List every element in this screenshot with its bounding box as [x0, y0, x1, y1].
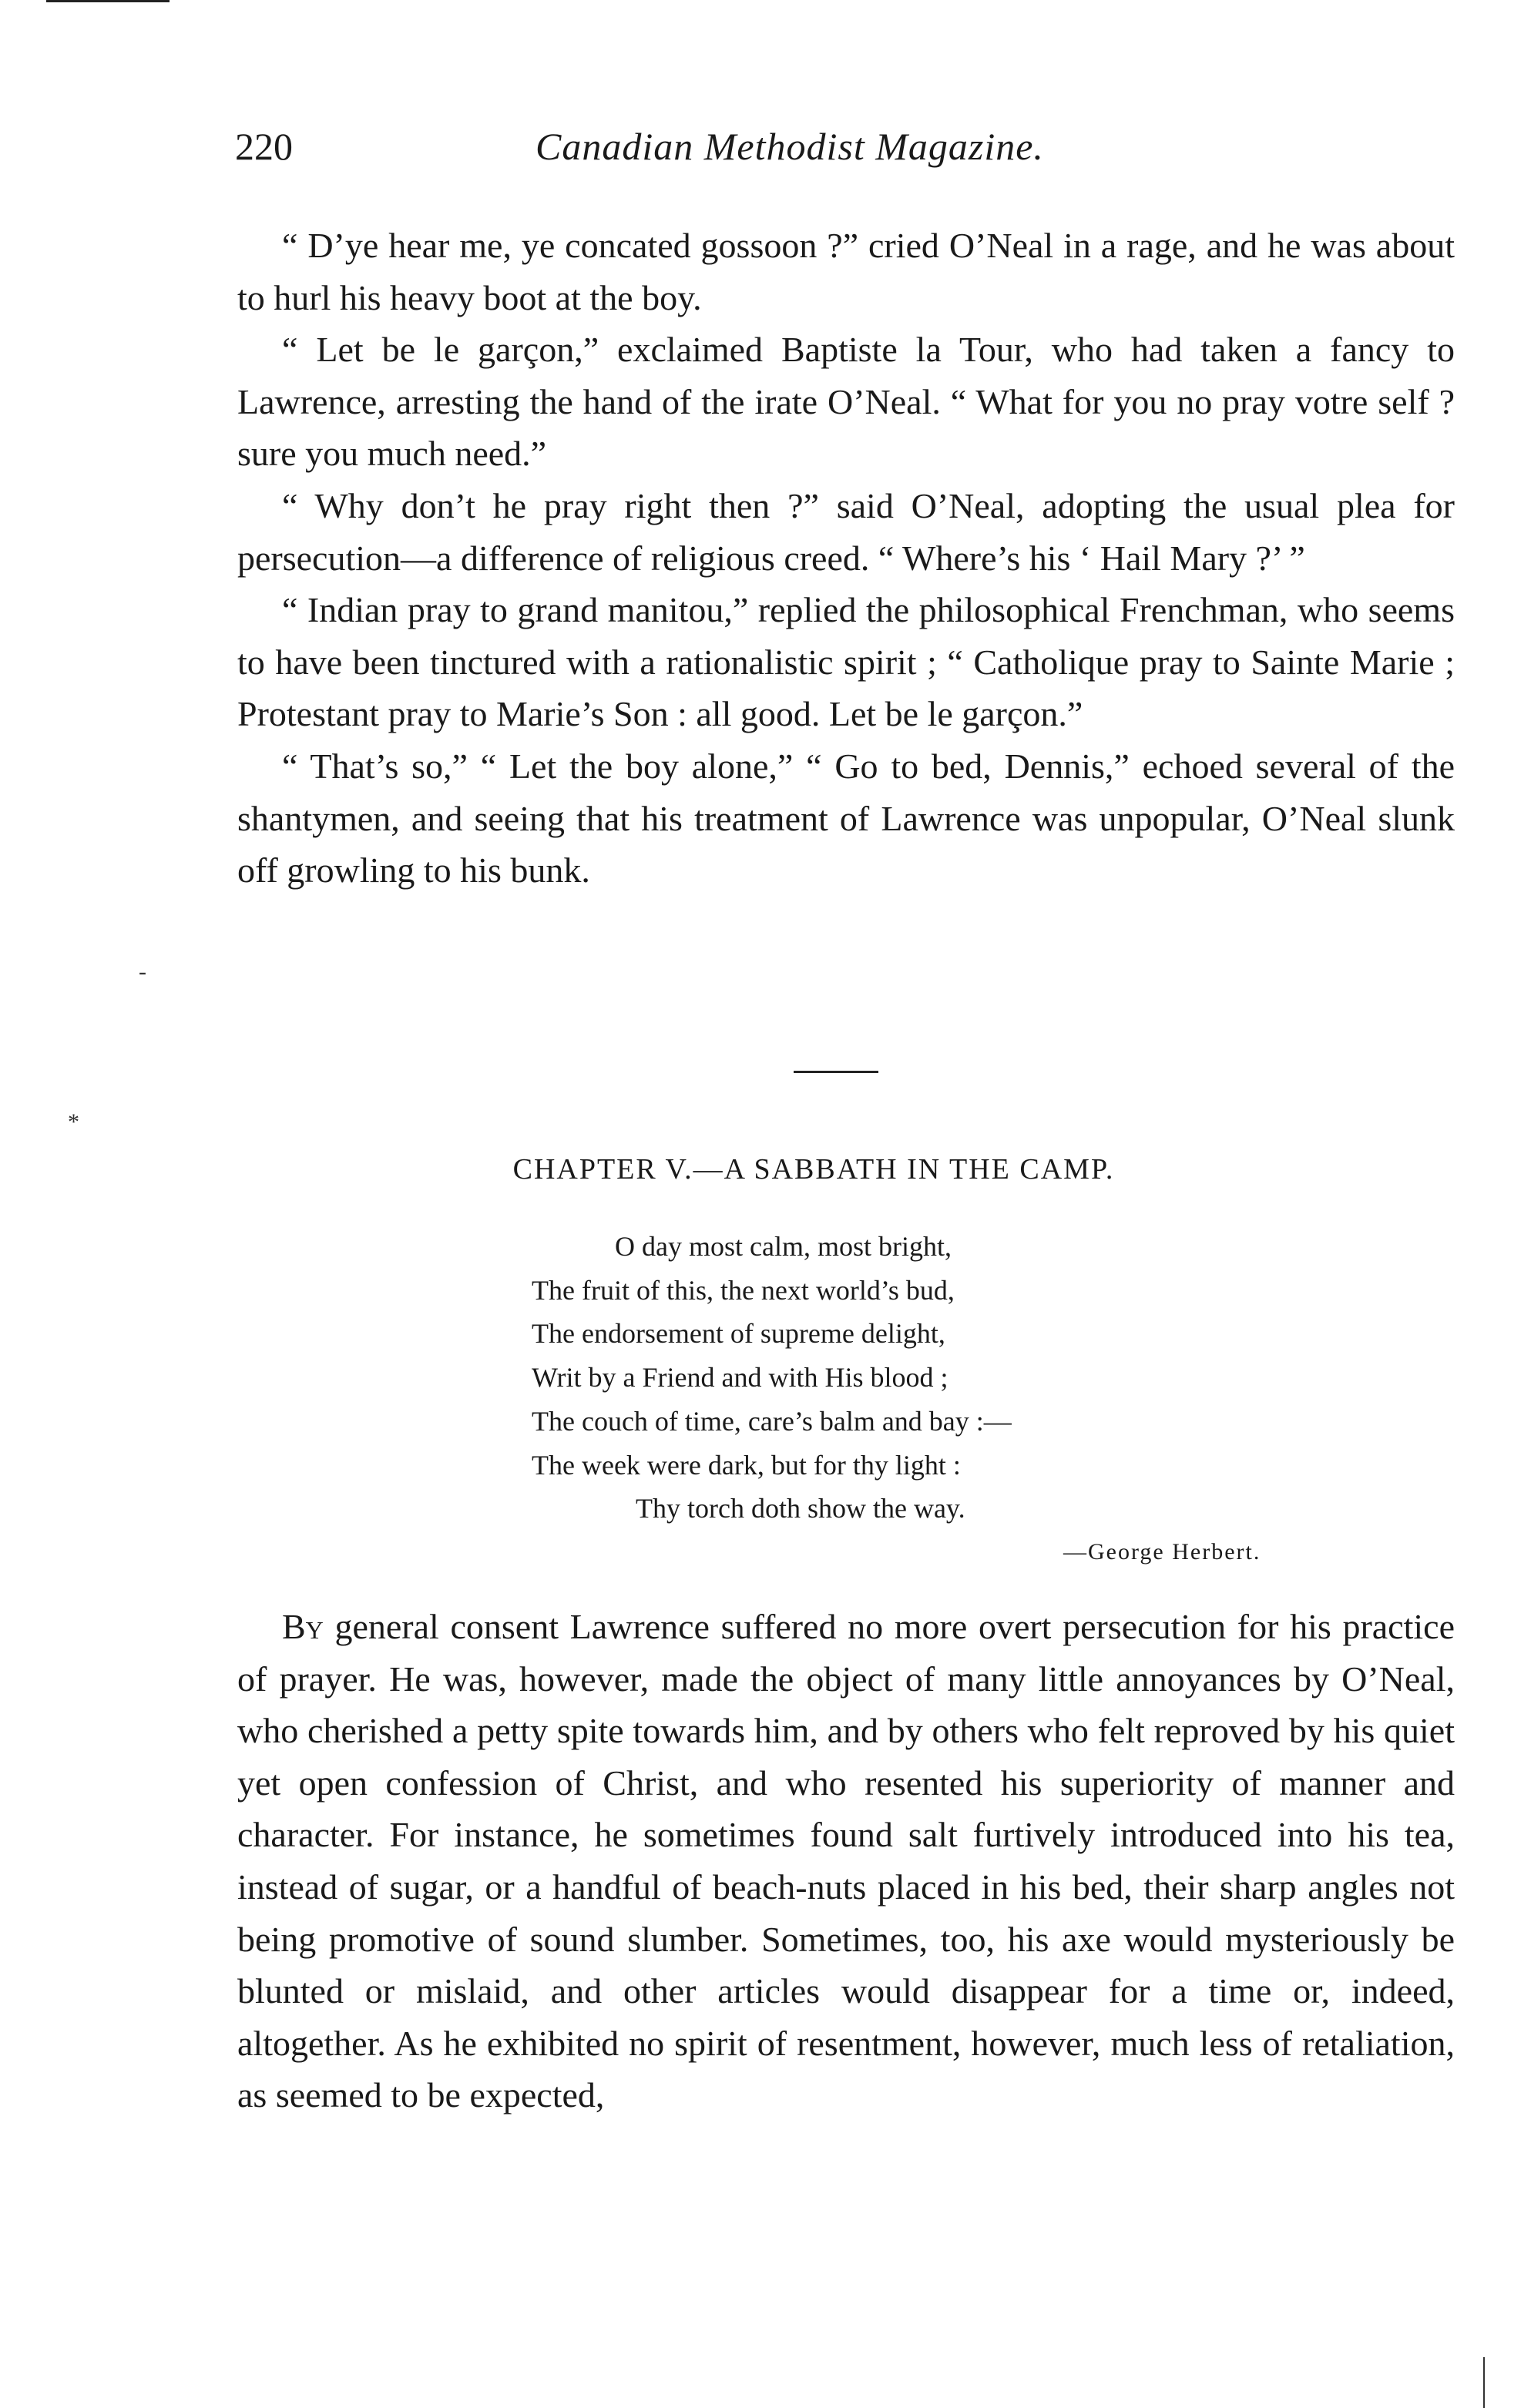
paragraph: “ Indian pray to grand manitou,” replied the philosophical Frenchman, who seems to have been tinctured with a rationalistic spirit ; “ Catholique pray to Sainte Marie ; Protestant pray to Marie’s Son : all good. Let be le garçon.” [237, 590, 1455, 734]
paragraph-text: general consent Lawrence suffered no more overt persecution for his practice of prayer. He was, however, made the object of many little annoyances by O’Neal, who cherished a petty spite towards him, and by others who felt reproved by his quiet yet open confession of Christ, and who resented his superiority of manner and character. For instance, he sometimes found salt furtively introduced into his tea, instead of sugar, or a handful of beach-nuts placed in his bed, their sharp angles not being promotive of sound slumber. Sometimes, too, his axe would mysteriously be blunted or mislaid, and other articles would disappear for a time or, indeed, altogether. As he exhibited no spirit of resentment, however, much less of retaliation, as seemed to be expected, [237, 1607, 1455, 2115]
chapter-heading: CHAPTER V.—A SABBATH IN THE CAMP. [512, 1153, 1115, 1186]
poem-line: The couch of time, care’s balm and bay :— [532, 1405, 1012, 1437]
page-number: 220 [235, 125, 293, 168]
opening-word: By [282, 1607, 324, 1646]
running-head [235, 116, 1206, 177]
epigraph-poem [532, 1225, 1225, 1531]
poem-attribution: —George Herbert. [1063, 1539, 1261, 1565]
page-edge-mark [1483, 2357, 1485, 2408]
narrative-passage [237, 1601, 1455, 2121]
poem-line: The endorsement of supreme delight, [532, 1318, 945, 1350]
paragraph: “ Let be le garçon,” exclaimed Baptiste la Tour, who had taken a fancy to Lawrence, arresting the hand of the irate O’Neal. “ What for you no pray votre self ? sure you much need.” [237, 330, 1455, 474]
dialogue-passage [237, 220, 1455, 897]
margin-star-mark: * [68, 1109, 79, 1135]
poem-line: The week were dark, but for thy light : [532, 1449, 961, 1481]
paragraph: “ Why don’t he pray right then ?” said O’Neal, adopting the usual plea for persecution—a difference of religious creed. “ Where’s his ‘ Hail Mary ?’ ” [237, 485, 1455, 578]
top-edge-rule [46, 0, 170, 2]
paragraph: “ D’ye hear me, ye concated gossoon ?” cried O’Neal in a rage, and he was about to hurl his heavy boot at the boy. [237, 226, 1455, 317]
section-divider-rule [794, 1071, 878, 1073]
paragraph [237, 1601, 1455, 2121]
poem-line: Thy torch doth show the way. [636, 1493, 965, 1524]
paragraph: “ That’s so,” “ Let the boy alone,” “ Go to bed, Dennis,” echoed several of the shantymen, and seeing that his treatment of Lawrence was unpopular, O’Neal slunk off growling to his bunk. [237, 746, 1455, 890]
journal-title: Canadian Methodist Magazine. [536, 125, 1044, 168]
margin-dash-mark: - [139, 959, 146, 984]
poem-line: The fruit of this, the next world’s bud, [532, 1274, 955, 1306]
poem-line: Writ by a Friend and with His blood ; [532, 1362, 948, 1393]
poem-line: O day most calm, most bright, [615, 1231, 952, 1262]
